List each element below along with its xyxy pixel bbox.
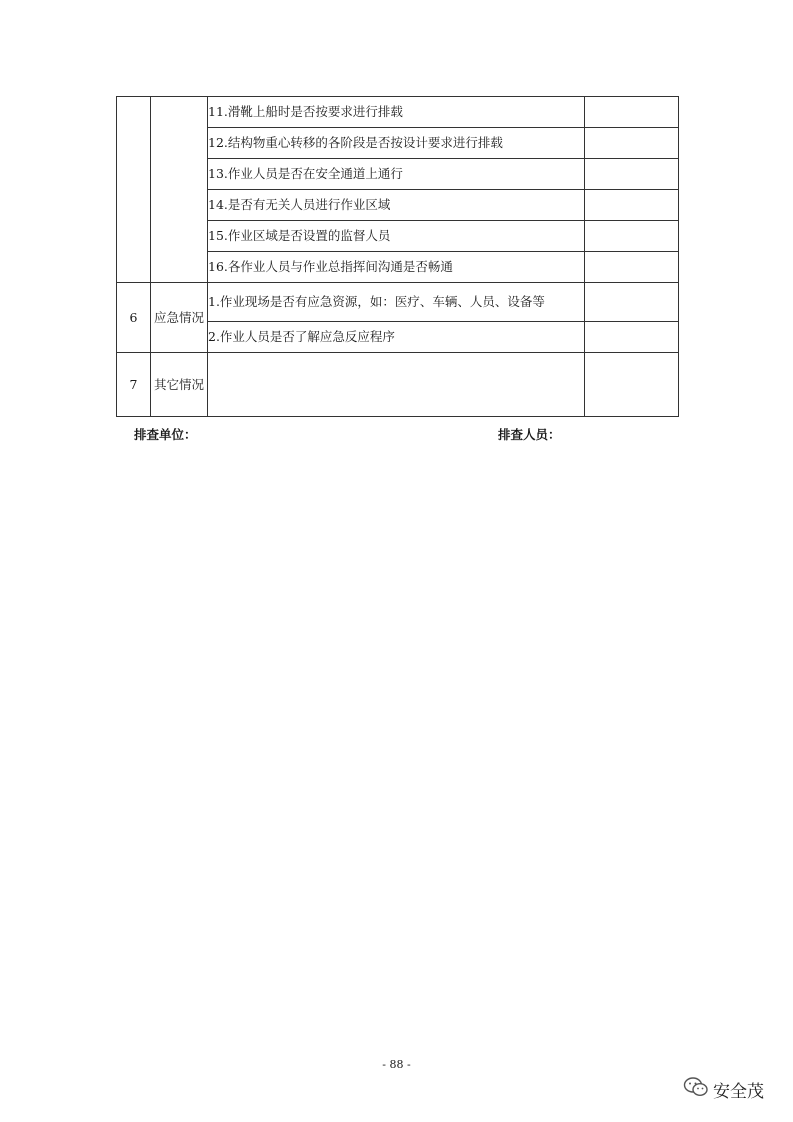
table-row — [117, 97, 679, 128]
item-text: 1.作业现场是否有应急资源，如：医疗、车辆、人员、设备等 — [208, 283, 585, 322]
page-number: - 88 - — [382, 1058, 411, 1071]
item-text: 11.滑靴上船时是否按要求进行排载 — [208, 97, 585, 128]
result-cell — [585, 353, 679, 417]
item-text — [208, 353, 585, 417]
row-category: 应急情况 — [151, 283, 208, 353]
result-cell — [585, 97, 679, 128]
item-text: 16.各作业人员与作业总指挥间沟通是否畅通 — [208, 252, 585, 283]
wechat-icon — [683, 1076, 709, 1103]
watermark-text: 安全茂 — [713, 1082, 764, 1102]
inspector-label: 排查人员： — [498, 427, 561, 442]
item-text: 13.作业人员是否在安全通道上通行 — [208, 159, 585, 190]
result-cell — [585, 283, 679, 322]
watermark — [683, 1076, 764, 1103]
inspection-unit-label: 排查单位： — [134, 427, 197, 442]
table-row — [117, 353, 679, 417]
checklist-table — [116, 96, 679, 417]
row-category: 其它情况 — [151, 353, 208, 417]
result-cell — [585, 159, 679, 190]
result-cell — [585, 128, 679, 159]
continued-category-cell — [151, 97, 208, 283]
item-text: 15.作业区域是否设置的监督人员 — [208, 221, 585, 252]
item-text: 12.结构物重心转移的各阶段是否按设计要求进行排载 — [208, 128, 585, 159]
result-cell — [585, 322, 679, 353]
continued-num-cell — [117, 97, 151, 283]
result-cell — [585, 190, 679, 221]
table-row — [117, 283, 679, 322]
item-text: 14.是否有无关人员进行作业区域 — [208, 190, 585, 221]
result-cell — [585, 221, 679, 252]
row-number: 7 — [117, 353, 151, 417]
item-text: 2.作业人员是否了解应急反应程序 — [208, 322, 585, 353]
row-number: 6 — [117, 283, 151, 353]
result-cell — [585, 252, 679, 283]
